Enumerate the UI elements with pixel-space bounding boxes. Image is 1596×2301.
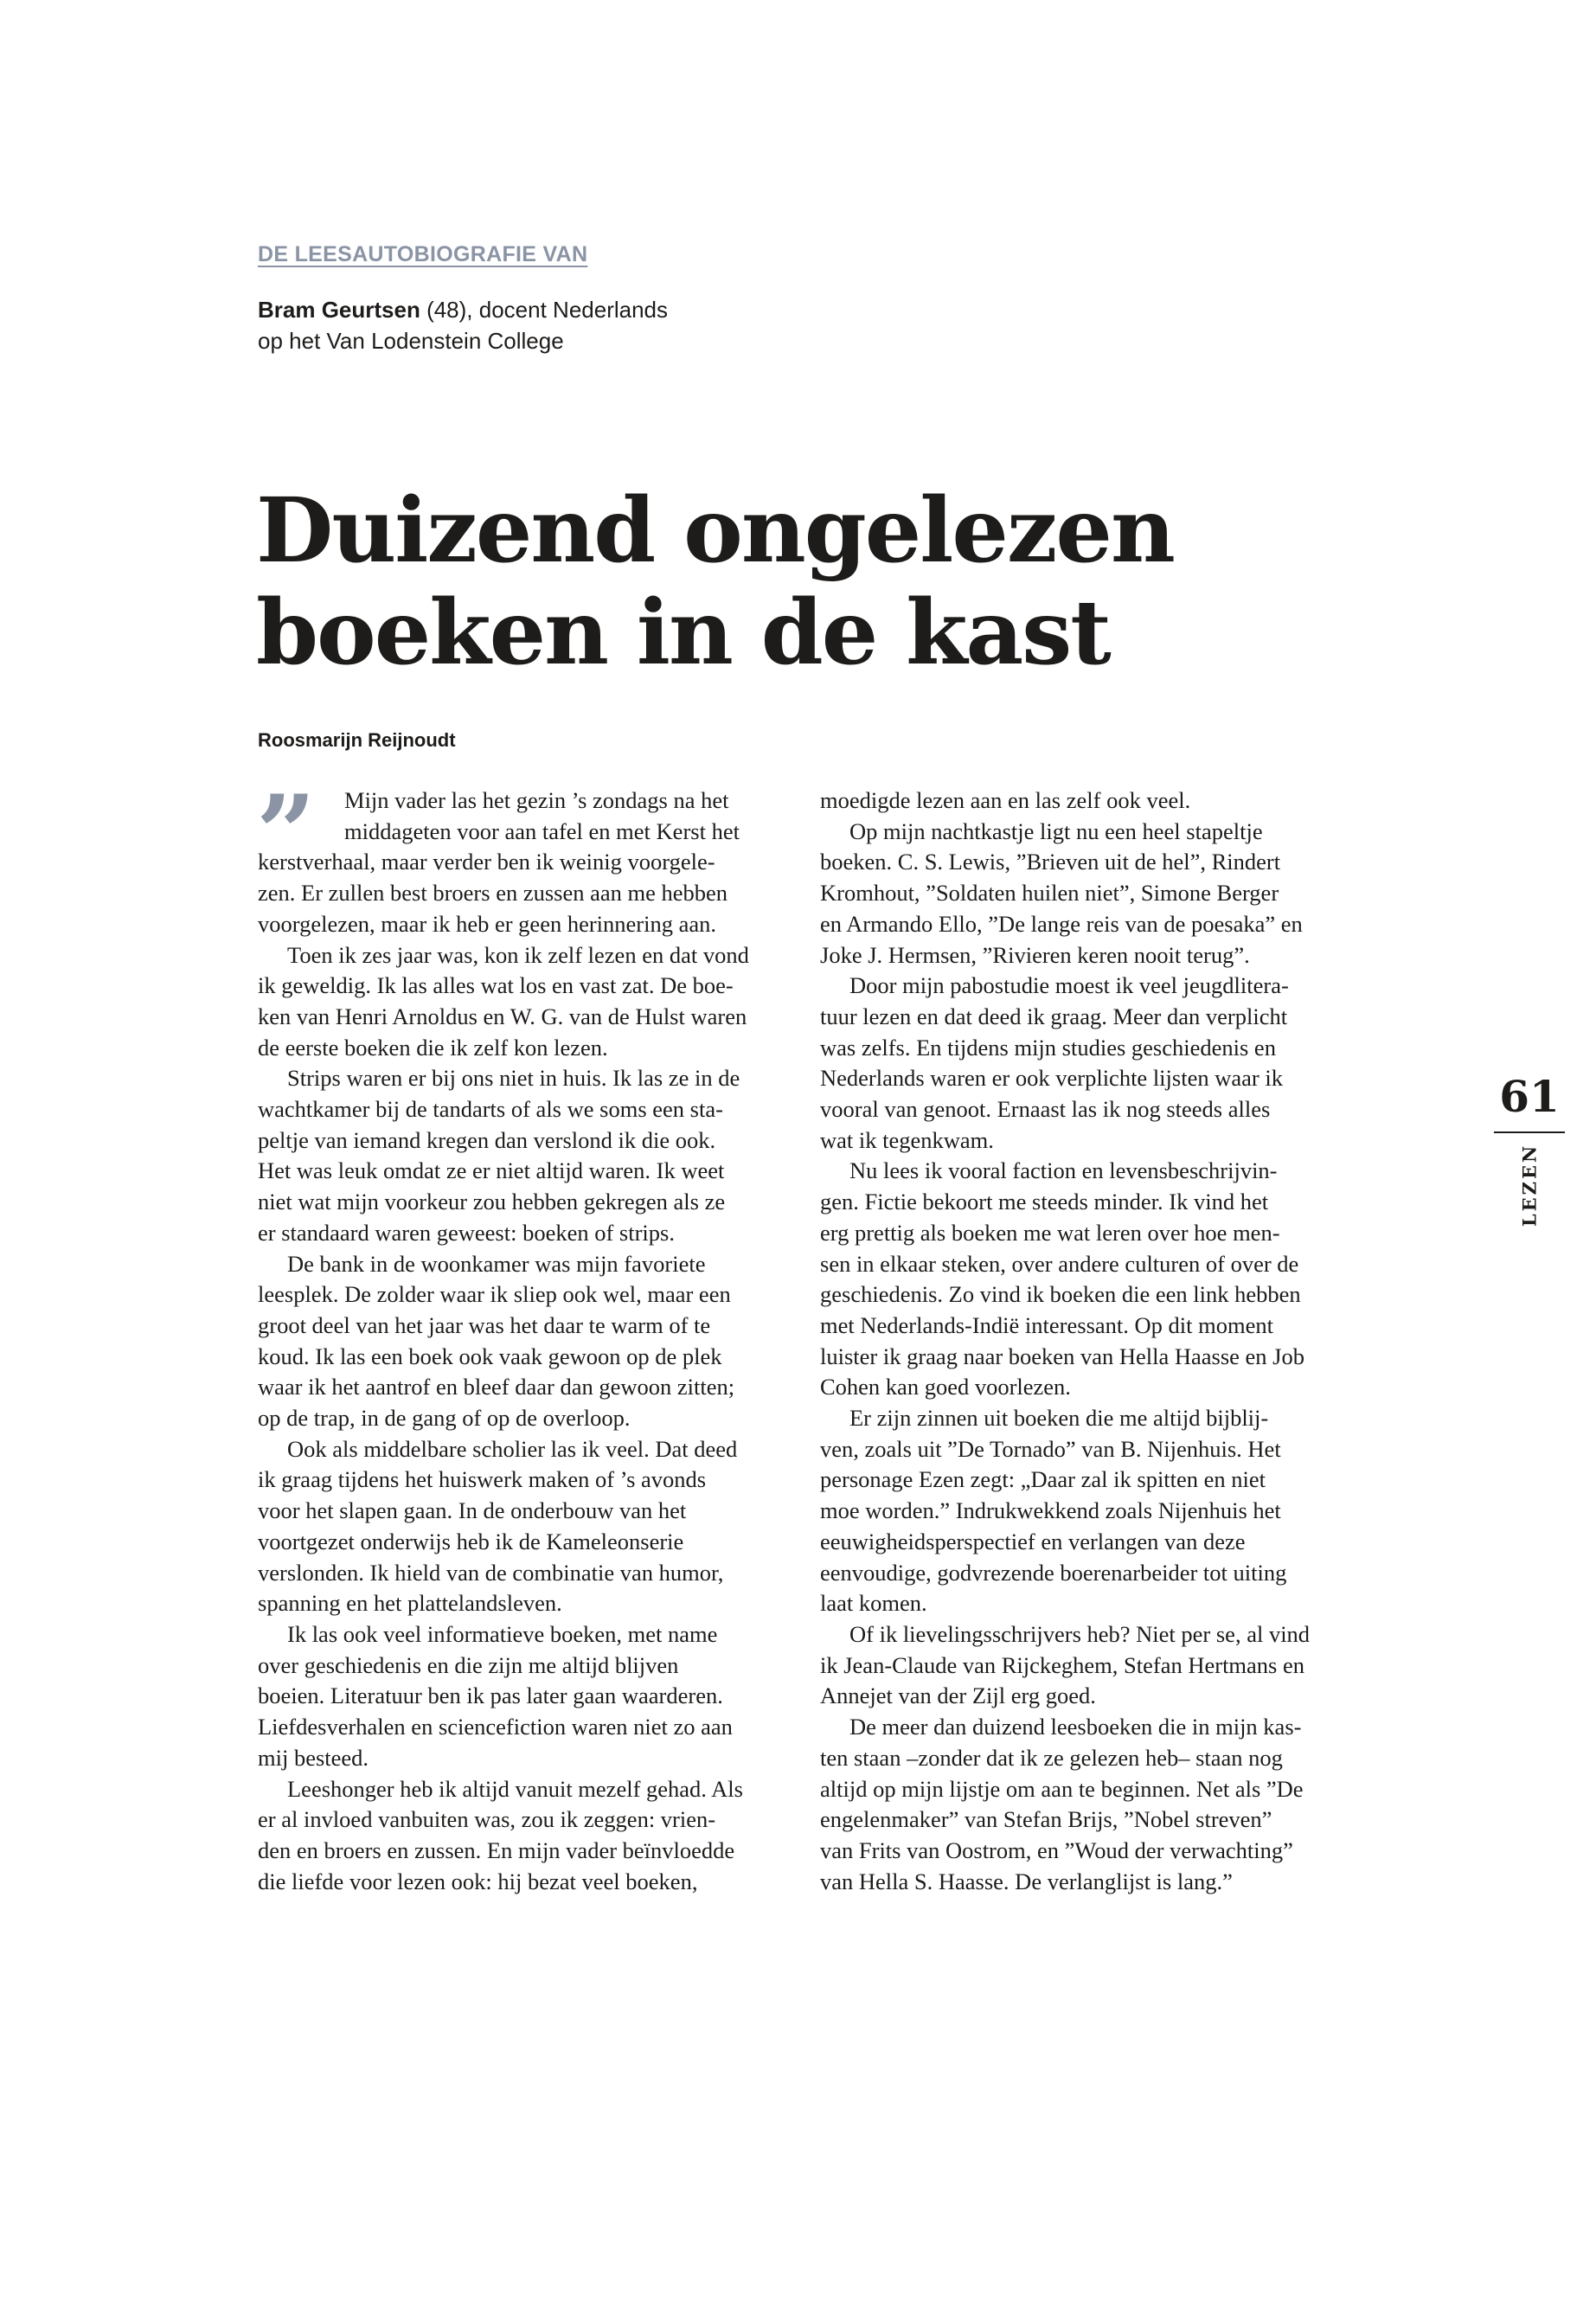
body-text-line: die liefde voor lezen ook: hij bezat veel boeken, (258, 1868, 698, 1894)
body-text-line: Er zijn zinnen uit boeken die me altijd bijblij- (849, 1405, 1269, 1432)
body-paragraph (258, 785, 803, 940)
body-text-line: eeuwigheidsperspectief en verlangen van deze (820, 1528, 1246, 1554)
body-text-line: ken van Henri Arnoldus en W. G. van de Hulst waren (258, 1003, 747, 1029)
body-text-line: voortgezet onderwijs heb ik de Kameleonserie (258, 1528, 684, 1554)
body-paragraph (820, 1712, 1365, 1897)
body-text-line: er al invloed vanbuiten was, zou ik zeggen: vrien- (258, 1806, 716, 1833)
author-byline: Roosmarijn Reijnoudt (258, 729, 456, 751)
body-text-line: ik Jean-Claude van Rijckeghem, Stefan Hertmans en (820, 1651, 1305, 1678)
body-text-line: Leeshonger heb ik altijd vanuit mezelf gehad. Als (287, 1775, 743, 1802)
body-text-line: Ook als middelbare scholier las ik veel. Dat deed (287, 1435, 738, 1462)
article-column-right (820, 785, 1365, 1897)
body-text-line: Kromhout, ”Soldaten huilen niet”, Simone Berger (820, 880, 1279, 907)
body-text-line: tuur lezen en dat deed ik graag. Meer dan verplicht (820, 1003, 1288, 1029)
body-paragraph (820, 1156, 1365, 1403)
body-text-line: boeien. Literatuur ben ik pas later gaan waarderen. (258, 1682, 723, 1709)
body-text-line: Op mijn nachtkastje ligt nu een heel stapeltje (849, 817, 1263, 844)
body-text-line: de eerste boeken die ik zelf kon lezen. (258, 1034, 608, 1061)
body-text-line: was zelfs. En tijdens mijn studies geschiedenis en (820, 1034, 1276, 1061)
body-paragraph (820, 785, 1365, 817)
body-paragraph (820, 1403, 1365, 1619)
body-text-line: niet wat mijn voorkeur zou hebben gekregen als ze (258, 1189, 726, 1215)
body-text-line: engelenmaker” van Stefan Brijs, ”Nobel streven” (820, 1806, 1272, 1833)
body-text-line: verslonden. Ik hield van de combinatie van humor, (258, 1559, 724, 1586)
body-text-line: op de trap, in de gang of op de overloop. (258, 1405, 631, 1432)
interviewee-role: (48), docent Nederlands (420, 297, 669, 323)
body-text-line: moe worden.” Indrukwekkend zoals Nijenhuis het (820, 1497, 1281, 1524)
body-text-line: van Frits van Oostrom, en ”Woud der verwachting” (820, 1836, 1293, 1863)
body-text-line: ven, zoals uit ”De Tornado” van B. Nijenhuis. Het (820, 1435, 1281, 1462)
body-paragraph (258, 1619, 803, 1774)
body-paragraph (258, 1249, 803, 1434)
body-text-line: leesplek. De zolder waar ik sliep ook wel, maar een (258, 1281, 731, 1308)
body-paragraph (820, 971, 1365, 1156)
body-text-line: wachtkamer bij de tandarts of als we soms een sta- (258, 1096, 723, 1123)
interviewee-line-1 (258, 294, 742, 325)
body-text-line: personage Ezen zegt: „Daar zal ik spitten en niet (820, 1466, 1266, 1493)
body-text-line: waar ik het aantrof en bleef daar dan gewoon zitten; (258, 1374, 735, 1400)
body-text-line: moedigde lezen aan en las zelf ook veel. (820, 787, 1191, 813)
interviewee-info (258, 294, 742, 356)
body-text-line: voor het slapen gaan. In de onderbouw van het (258, 1497, 687, 1524)
body-text-line: Het was leuk omdat ze er niet altijd waren. Ik weet (258, 1157, 725, 1184)
body-text-line: De bank in de woonkamer was mijn favoriete (287, 1250, 706, 1277)
body-text-line: ten staan –zonder dat ik ze gelezen heb– staan nog (820, 1744, 1283, 1771)
body-text-line: zen. Er zullen best broers en zussen aan me hebben (258, 880, 728, 907)
body-text-line: kerstverhaal, maar verder ben ik weinig voorgele- (258, 849, 715, 875)
body-text-line: middageten voor aan tafel en met Kerst het (344, 817, 740, 844)
body-paragraph (820, 1619, 1365, 1712)
body-text-line: De meer dan duizend leesboeken die in mijn kas- (849, 1714, 1302, 1740)
body-paragraph (820, 817, 1365, 971)
body-text-line: en Armando Ello, ”De lange reis van de poesaka” en (820, 910, 1303, 937)
body-text-line: laat komen. (820, 1590, 927, 1617)
interviewee-name: Bram Geurtsen (258, 297, 420, 323)
body-text-line: ik geweldig. Ik las alles wat los en vast zat. De boe- (258, 972, 734, 999)
body-text-line: voorgelezen, maar ik heb er geen herinnering aan. (258, 910, 716, 937)
body-text-line: erg prettig als boeken me wat leren over hoe men- (820, 1219, 1280, 1246)
section-label: LEZEN (1518, 1143, 1541, 1227)
body-text-line: Door mijn pabostudie moest ik veel jeugdlitera- (849, 972, 1289, 999)
body-paragraph (258, 1063, 803, 1248)
drop-quote-icon: ” (256, 772, 304, 894)
body-text-line: Toen ik zes jaar was, kon ik zelf lezen en dat vond (287, 941, 749, 968)
body-text-line: Ik las ook veel informatieve boeken, met name (287, 1620, 718, 1647)
body-text-line: Nu lees ik vooral faction en levensbeschrijvin- (849, 1157, 1278, 1184)
page-number: 61 (1499, 1071, 1560, 1122)
body-text-line: geschiedenis. Zo vind ik boeken die een link hebben (820, 1281, 1301, 1308)
body-text-line: wat ik tegenkwam. (820, 1126, 994, 1153)
body-paragraph (258, 1774, 803, 1898)
body-text-line: Annejet van der Zijl erg goed. (820, 1682, 1096, 1709)
body-text-line: er standaard waren geweest: boeken of strips. (258, 1219, 675, 1246)
article-headline (256, 480, 1294, 684)
section-kicker: DE LEESAUTOBIOGRAFIE VAN (258, 242, 588, 266)
body-text-line: Of ik lievelingsschrijvers heb? Niet per se, al vind (849, 1620, 1311, 1647)
body-text-line: Joke J. Hermsen, ”Rivieren keren nooit terug”. (820, 941, 1250, 968)
body-text-line: altijd op mijn lijstje om aan te beginnen. Net als ”De (820, 1775, 1304, 1802)
body-text-line: groot deel van het jaar was het daar te warm of te (258, 1311, 711, 1338)
interviewee-school: op het Van Lodenstein College (258, 328, 564, 354)
body-text-line: ik graag tijdens het huiswerk maken of ’s avonds (258, 1466, 707, 1493)
body-text-line: spanning en het plattelandsleven. (258, 1590, 562, 1617)
body-text-line: koud. Ik las een boek ook vaak gewoon op de plek (258, 1343, 722, 1369)
body-text-line: gen. Fictie bekoort me steeds minder. Ik vind het (820, 1189, 1269, 1215)
headline-line-2: boeken in de kast (256, 580, 1110, 685)
body-text-line: Nederlands waren er ook verplichte lijsten waar ik (820, 1065, 1283, 1092)
body-paragraph (258, 1434, 803, 1619)
body-text-line: Mijn vader las het gezin ’s zondags na het (344, 787, 729, 813)
body-text-line: met Nederlands-Indië interessant. Op dit moment (820, 1311, 1273, 1338)
body-text-line: vooral van genoot. Ernaast las ik nog steeds alles (820, 1096, 1271, 1123)
body-text-line: peltje van iemand kregen dan verslond ik die ook. (258, 1126, 716, 1153)
body-text-line: mij besteed. (258, 1744, 369, 1771)
headline-line-1: Duizend ongelezen (256, 478, 1174, 583)
body-text-line: luister ik graag naar boeken van Hella Haasse en Job (820, 1343, 1304, 1369)
body-paragraph (258, 940, 803, 1064)
body-text-line: boeken. C. S. Lewis, ”Brieven uit de hel”, Rindert (820, 849, 1281, 875)
body-text-line: Cohen kan goed voorlezen. (820, 1374, 1071, 1400)
body-text-line: sen in elkaar steken, over andere culturen of over de (820, 1250, 1299, 1277)
side-divider (1494, 1131, 1565, 1133)
body-text-line: eenvoudige, godvrezende boerenarbeider tot uiting (820, 1559, 1287, 1586)
body-text-line: over geschiedenis en die zijn me altijd blijven (258, 1651, 679, 1678)
body-text-line: den en broers en zussen. En mijn vader beïnvloedde (258, 1836, 735, 1863)
body-text-line: van Hella S. Haasse. De verlanglijst is lang.” (820, 1868, 1233, 1894)
article-column-left (256, 772, 803, 1897)
body-text-line: Strips waren er bij ons niet in huis. Ik las ze in de (287, 1065, 740, 1092)
body-text-line: Liefdesverhalen en sciencefiction waren niet zo aan (258, 1714, 733, 1740)
